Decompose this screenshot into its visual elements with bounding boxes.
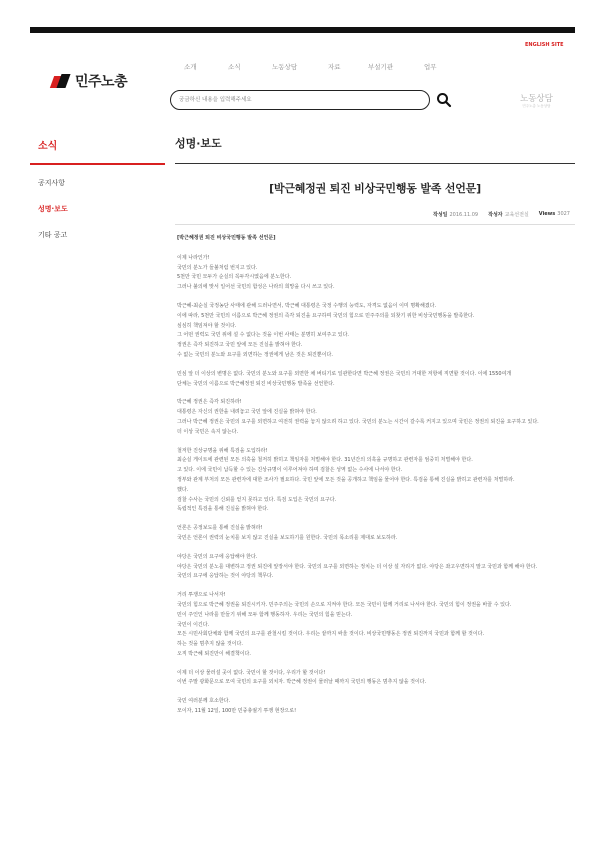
page-title: 성명·보도 bbox=[175, 137, 222, 150]
paragraph-line: 최순실 게이트에 관련된 모든 의혹을 철저히 밝히고 책임자를 처벌해야 한다. 31년간의 의혹을 규명하고 관련자를 엄중히 처벌해야 한다. bbox=[177, 457, 473, 464]
paragraph-line: 하는 것을 멈추지 않을 것이다. bbox=[177, 641, 243, 648]
search-input[interactable] bbox=[170, 90, 430, 110]
paragraph-line: 국민의 힘으로 박근혜 정권을 퇴진시키자. 민주주의는 국민의 손으로 지켜야 한다. 모든 국민이 함께 거리로 나서야 한다. 국민의 힘이 정권을 바꿀 수 있다. bbox=[177, 601, 512, 608]
article-paragraph bbox=[177, 302, 573, 361]
article-paragraph bbox=[177, 370, 573, 390]
sidebar-item-statements[interactable]: 성명·보도 bbox=[38, 205, 68, 213]
sidebar-title: 소식 bbox=[38, 141, 58, 152]
paragraph-line: 그 어떤 권력도 국민 위에 설 수 없다는 것을 이번 사태는 분명히 보여주고 있다. bbox=[177, 332, 349, 339]
paragraph-line: 국민이 이긴다. bbox=[177, 621, 210, 628]
logo[interactable] bbox=[52, 71, 127, 91]
sidebar-item-notices[interactable]: 공지사항 bbox=[38, 179, 66, 187]
nav-item-materials[interactable]: 자료 bbox=[328, 63, 341, 71]
paragraph-line: 국민의 분노가 들불처럼 번지고 있다. bbox=[177, 264, 258, 271]
article-paragraph bbox=[177, 697, 573, 717]
paragraph-line: 이제 더 이상 물러설 곳이 없다. 국민이 할 것이다, 우리가 할 것이다! bbox=[177, 669, 326, 676]
paragraph-line: 독립적인 특검을 통해 진실을 밝혀야 한다. bbox=[177, 506, 269, 513]
paragraph-line: 이에 따라, 5천만 국민의 이름으로 박근혜 정권의 즉각 퇴진을 요구하며 국민의 힘으로 민주주의를 되찾기 위한 비상국민행동을 발족한다. bbox=[177, 312, 475, 319]
article-paragraph bbox=[177, 447, 573, 516]
labor-consult-label: 노동상담 bbox=[520, 94, 553, 104]
logo-text: 민주노총 bbox=[75, 74, 128, 90]
article-paragraph bbox=[177, 553, 573, 582]
search-icon[interactable] bbox=[436, 92, 452, 108]
paragraph-line: 이제 나라인가! bbox=[177, 254, 210, 261]
paragraph-line: 박근혜 정권은 즉각 퇴진하라! bbox=[177, 399, 242, 406]
paragraph-line: 박근혜-최순실 국정농단 사태에 관해 드러나면서, 박근혜 대통령은 국정 수행의 능력도, 자격도 없음이 이미 명확해졌다. bbox=[177, 302, 437, 309]
sidebar-divider bbox=[30, 163, 165, 165]
meta-date: 작성일 2016.11.09 bbox=[432, 212, 479, 218]
article-paragraph bbox=[177, 669, 573, 689]
paragraph-line: 민심 앞 더 이상의 변명은 없다. 국민의 분노와 요구를 외면한 채 버티기로 일관한다면 박근혜 정권은 국민의 거대한 저항에 직면할 것이다. 이에 1550여개 bbox=[177, 370, 512, 377]
nav-item-work[interactable]: 업무 bbox=[424, 63, 437, 71]
article-meta bbox=[433, 211, 570, 218]
paragraph-line: 고 있다. 이에 국민이 납득할 수 있는 진상규명이 이루어져야 하며 검찰은 성역 없는 수사에 나서야 한다. bbox=[177, 467, 403, 474]
paragraph-line: 야당은 국민의 요구에 응답해야 한다. bbox=[177, 553, 258, 560]
body-heading: [박근혜정권 퇴진 비상국민행동 발족 선언문] bbox=[177, 235, 276, 241]
paragraph-line: 이번 주말 광화문으로 모여 국민의 요구를 외치자. 박근혜 정권이 물러날 때까지 국민의 행동은 멈추지 않을 것이다. bbox=[177, 679, 427, 686]
labor-consult-link[interactable] bbox=[520, 92, 553, 109]
paragraph-line: 모든 시민사회단체와 함께 국민의 요구를 관철시킬 것이다. 우리는 끝까지 싸울 것이다. 비상국민행동은 정권 퇴진까지 국민과 함께 할 것이다. bbox=[177, 631, 485, 638]
labor-consult-sub: 민주노총 노동상담 bbox=[522, 104, 551, 108]
article-paragraph bbox=[177, 398, 573, 437]
paragraph-line: 5천만 국민 모두가 순실의 꼭두각시였음에 분노한다. bbox=[177, 274, 292, 281]
paragraph-line: 야당은 국민의 분노를 대변하고 정권 퇴진에 앞장서야 한다. 국민의 요구를 외면하는 정치는 더 이상 설 자리가 없다. 야당은 좌고우면하지 말고 국민과 함께 해야 한다. bbox=[177, 563, 538, 570]
paragraph-line: 더 이상 국민은 속지 않는다. bbox=[177, 428, 239, 435]
top-bar bbox=[30, 27, 575, 33]
paragraph-line: 언론은 공정보도를 통해 진실을 밝혀라! bbox=[177, 525, 263, 532]
paragraph-line: 모이자, 11월 12일, 100만 민중총궐기 투쟁 현장으로! bbox=[177, 708, 297, 715]
meta-views: Views 3027 bbox=[538, 211, 570, 217]
title-divider bbox=[175, 163, 575, 164]
paragraph-line: 철저한 진상규명을 위해 특검을 도입하라! bbox=[177, 447, 268, 454]
paragraph-line: 그러나 박근혜 정권은 국민의 요구를 외면하고 여전히 권력을 놓지 않으려 하고 있다. 국민의 분노는 시간이 갈수록 커지고 있으며 국민은 정권의 퇴진을 요구하고 있다. bbox=[177, 418, 539, 425]
article-body bbox=[177, 234, 573, 726]
paragraph-line: 정권은 즉각 퇴진하고 국민 앞에 모든 진실을 밝혀야 한다. bbox=[177, 342, 303, 349]
sidebar-item-other-notices[interactable]: 기타 공고 bbox=[38, 231, 68, 239]
article-paragraph bbox=[177, 524, 573, 544]
paragraph-line: 국민은 언론이 권력의 눈치를 보지 않고 진실을 보도하기를 원한다. 국민의 목소리를 제대로 보도하라. bbox=[177, 534, 398, 541]
paragraph-line: 했다. bbox=[177, 486, 189, 493]
paragraph-line: 수 없는 국민의 분노와 요구를 외면하는 정권에게 남은 것은 퇴진뿐이다. bbox=[177, 351, 333, 358]
logo-mark-icon bbox=[52, 74, 72, 88]
main-nav bbox=[184, 62, 437, 71]
paragraph-line: 정부와 관계 부처의 모든 관련자에 대한 조사가 필요하다. 국민 앞에 모든 것을 공개하고 책임을 물어야 한다. 특검을 통해 진실을 밝히고 관련자를 처벌하라. bbox=[177, 476, 515, 483]
nav-item-news[interactable]: 소식 bbox=[228, 63, 241, 71]
english-site-link[interactable]: ENGLISH SITE bbox=[525, 42, 564, 48]
article-paragraph bbox=[177, 254, 573, 293]
nav-item-institutes[interactable]: 부설기관 bbox=[368, 63, 394, 71]
meta-divider bbox=[175, 224, 575, 225]
paragraph-line: 민이 주인인 나라를 만들기 위해 모두 함께 행동하자. 우리는 국민의 힘을 믿는다. bbox=[177, 611, 353, 618]
paragraph-line: 국민의 요구에 응답하는 것이 야당의 책무다. bbox=[177, 573, 274, 580]
nav-item-about[interactable]: 소개 bbox=[184, 63, 197, 71]
article-paragraph bbox=[177, 591, 573, 660]
paragraph-line: 심심히 책임져야 할 것이다. bbox=[177, 322, 237, 329]
paragraph-line: 거리 투쟁으로 나서자! bbox=[177, 592, 226, 599]
sidebar-menu bbox=[38, 178, 68, 256]
paragraph-line: 단체는 국민의 이름으로 박근혜정권 퇴진 비상국민행동 발족을 선언한다. bbox=[177, 380, 335, 387]
paragraph-line: 오직 박근혜 퇴진만이 해결책이다. bbox=[177, 650, 251, 657]
paragraph-line: 검찰 수사는 국민의 신뢰를 얻지 못하고 있다. 특검 도입은 국민의 요구다. bbox=[177, 496, 337, 503]
article-title: [박근혜정권 퇴진 비상국민행동 발족 선언문] bbox=[269, 182, 481, 195]
nav-item-labor-consult[interactable]: 노동상담 bbox=[272, 63, 298, 71]
paragraph-line: 그러나 불의에 맞서 일어선 국민의 함성은 나라의 희망을 다시 쓰고 있다. bbox=[177, 284, 335, 291]
paragraph-line: 대통령은 자신의 권한을 내려놓고 국민 앞에 진실을 밝혀야 한다. bbox=[177, 409, 317, 416]
meta-author: 작성자 교육선전실 bbox=[488, 212, 529, 218]
paragraph-line: 국민 여러분께 호소한다. bbox=[177, 698, 231, 705]
